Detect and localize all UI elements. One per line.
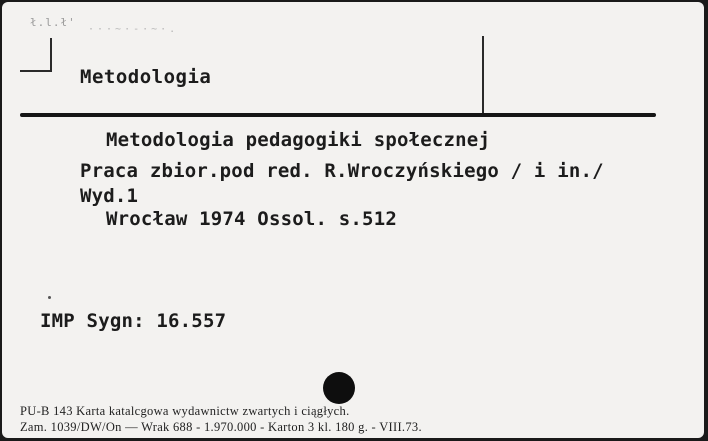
signature-line: IMP Sygn: 16.557: [40, 310, 227, 332]
title-line: Metodologia pedagogiki społecznej: [106, 129, 491, 151]
authorship-line: Praca zbior.pod red. R.Wroczyńskiego / i in./: [80, 160, 604, 182]
footer-form-line: PU-B 143 Karta katalcgowa wydawnictw zwartych i ciągłych.: [20, 404, 350, 418]
footer-print-line: Zam. 1039/DW/On — Wrak 688 - 1.970.000 - Karton 3 kl. 180 g. - VIII.73.: [20, 420, 422, 434]
punch-hole: [323, 372, 355, 404]
header-divider-vertical: [482, 36, 484, 114]
edition-line: Wyd.1: [80, 185, 139, 207]
corner-mark-vertical: [50, 38, 52, 72]
subject-heading: Metodologia: [80, 66, 212, 88]
catalog-card: [2, 2, 704, 438]
header-rule: [20, 113, 656, 117]
ink-speck: [48, 296, 51, 299]
imprint-line: Wrocław 1974 Ossol. s.512: [106, 208, 397, 230]
header-stamp: ł.l.ł': [30, 16, 76, 29]
header-stamp-faint: ···~·-·~·.: [88, 24, 179, 35]
corner-mark-horizontal: [20, 70, 52, 72]
